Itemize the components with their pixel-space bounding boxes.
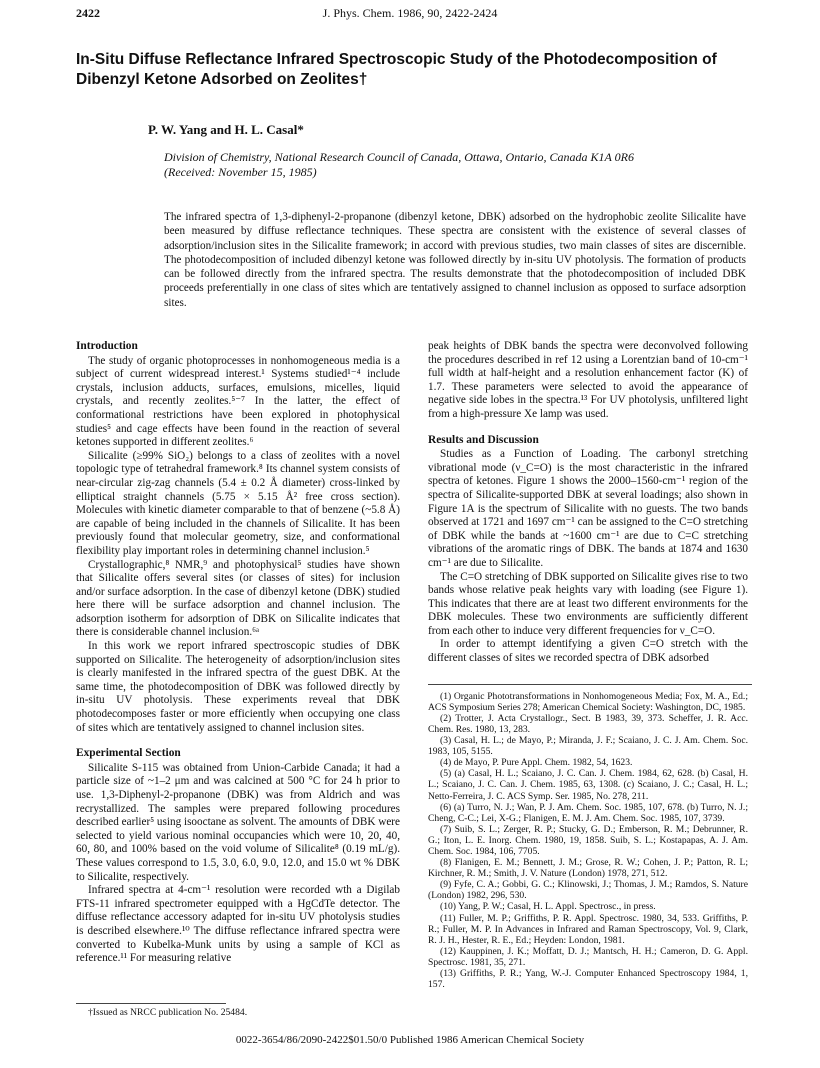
reference-item: (12) Kauppinen, J. K.; Moffatt, D. J.; Mantsch, H. H.; Cameron, D. G. Appl. Spectrosc. 1981, 35, 271. <box>428 945 748 968</box>
received-date: (Received: November 15, 1985) <box>164 165 317 179</box>
section-heading-results: Results and Discussion <box>428 433 539 446</box>
reference-item: (10) Yang, P. W.; Casal, H. L. Appl. Spectrosc., in press. <box>440 901 656 913</box>
reference-item: (1) Organic Phototransformations in Nonhomogeneous Media; Fox, M. A., Ed.; ACS Symposium Series 278; American Chemical Society: Washington, DC, 1985. <box>428 690 748 713</box>
section-heading-introduction: Introduction <box>76 340 138 352</box>
abstract: The infrared spectra of 1,3-diphenyl-2-propanone (dibenzyl ketone, DBK) adsorbed on the hydrophobic zeolite Silicalite have been measured by diffuse reflectance techniques. These spectra are consistent with the existence of several classes of adsorption/inclusion sites in the Silicalite framework; in accord with previous studies, two main classes of sites are discernible. The photodecomposition of included dibenzyl ketone was followed directly by in-situ UV photolysis. The formation of products can be followed directly from the infrared spectra. The results demonstrate that the photodecomposition of included DBK proceeds preferentially in one class of sites which are tentatively assigned to channel inclusion as opposed to surface adsorption sites. <box>164 211 746 309</box>
reference-item: (2) Trotter, J. Acta Crystallogr., Sect. B 1983, 39, 373. Scheffer, J. R. Acc. Chem. Res. 1980, 13, 283. <box>428 712 748 735</box>
journal-citation: J. Phys. Chem. 1986, 90, 2422-2424 <box>322 6 498 20</box>
paragraph: Crystallographic,⁸ NMR,⁹ and photophysical⁵ studies have shown that Silicalite offers several sites (or classes of sites) for inclusion and/or surface adsorption. In the case of dibenzyl ketone (DBK) studied here there will be surface adsorption and channel inclusion. The adsorption isotherm for adsorption of DBK on Silicalite indicates that there is considerable channel inclusion.⁶ᵃ <box>76 558 400 639</box>
reference-item: (9) Fyfe, C. A.; Gobbi, G. C.; Klinowski, J.; Thomas, J. M.; Ramdos, S. Nature (London) 1982, 296, 530. <box>428 879 748 902</box>
reference-item: (11) Fuller, M. P.; Griffiths, P. R. Appl. Spectrosc. 1980, 34, 533. Griffiths, P. R.; Fuller, M. P. In Advances in Infrared and Raman Spectroscopy, Vol. 9, Clark, R. J. H., Hester, R. E., Ed.; Heyden: London, 1981. <box>428 912 748 946</box>
paragraph: The C=O stretching of DBK supported on Silicalite gives rise to two bands whose relative peak heights vary with loading (see Figure 1). This indicates that there are at least two different environments for the DBK molecules. These two environments are sufficiently different from each other to induce very different frequencies for ν_C=O. <box>428 570 748 637</box>
paragraph: Studies as a Function of Loading. The carbonyl stretching vibrational mode (ν_C=O) is the most characteristic in the infrared spectra of ketones. Figure 1 shows the 2000–1560-cm⁻¹ region of the spectra of Silicalite-supported DBK at several loadings; also shown in Figure 1A is the spectrum of Silicalite with no guests. The two bands observed at 1721 and 1697 cm⁻¹ can be assigned to the C=O stretching of DBK while the bands at ~1600 cm⁻¹ are due to C=C stretching vibrations of the aromatic rings of DBK. The bands at 1874 and 1630 cm⁻¹ are due to Silicalite. <box>428 448 748 569</box>
affiliation-block <box>164 150 764 180</box>
page-number: 2422 <box>76 6 100 20</box>
section-heading-experimental: Experimental Section <box>76 747 181 760</box>
paragraph: In order to attempt identifying a given C=O stretch with the different classes of sites we recorded spectra of DBK adsorbed <box>428 638 748 665</box>
reference-item: (4) de Mayo, P. Pure Appl. Chem. 1982, 54, 1623. <box>440 757 633 769</box>
page-footer: 0022-3654/86/2090-2422$01.50/0 Published 1986 American Chemical Society <box>235 1034 585 1046</box>
footnote: †Issued as NRCC publication No. 25484. <box>88 1007 248 1018</box>
reference-item: (8) Flanigen, E. M.; Bennett, J. M.; Grose, R. W.; Cohen, J. P.; Patton, R. L; Kirchner, R. M.; Smith, J. V. Nature (London) 1978, 271, 512. <box>428 857 748 880</box>
paragraph: Infrared spectra at 4-cm⁻¹ resolution were recorded wth a Digilab FTS-11 infrared spectrometer equipped with a HgCdTe detector. The diffuse reflectance accessory adapted for in-situ UV photolysis studies is described elsewhere.¹⁰ The diffuse reflectance infrared spectra were converted to Kubelka-Munk units by using a sample of KCl as reference.¹¹ For measuring relative <box>76 884 400 965</box>
article-title: In-Situ Diffuse Reflectance Infrared Spectroscopic Study of the Photodecomposition of Dibenzyl Ketone Adsorbed on Zeolites† <box>76 51 717 88</box>
paragraph-continuation: peak heights of DBK bands the spectra were deconvolved following the procedures described in ref 12 using a Lorentzian band of 10-cm⁻¹ full width at half-height and a resolution enhancement factor (K) of 1.7. These parameters were selected to avoid the appearance of negative side lobes in the spectra.¹³ For UV photolysis, unfiltered light from a high-pressure Xe lamp was used. <box>428 340 748 420</box>
paragraph: The study of organic photoprocesses in nonhomogeneous media is a subject of current widespread interest.¹ Systems studied¹⁻⁴ include crystals, inclusion adducts, surfaces, emulsions, micelles, liquid crystals, and recently zeolites.⁵⁻⁷ In the latter, the effect of conformational restrictions have been explored in photophysical studies⁵ and cage effects have been found in the reaction of several ketones supported in different zeolites.⁶ <box>76 354 400 449</box>
running-head <box>76 6 744 24</box>
references-divider <box>428 684 752 685</box>
paragraph: In this work we report infrared spectroscopic studies of DBK supported on Silicalite. The heterogeneity of adsorption/inclusion sites is clearly manifested in the infrared spectra of the guest DBK. At the same time, the photodecomposition of DBK was followed directly by in-situ UV photolysis. These experiments reveal that DBK photodecomposes faster or more efficiently when occupying one class of sites which are tentatively assigned to channel inclusion sites. <box>76 640 400 734</box>
reference-list <box>428 691 748 991</box>
reference-item: (7) Suib, S. L.; Zerger, R. P.; Stucky, G. D.; Emberson, R. M.; Debrunner, R. G.; Iton, L. E. Inorg. Chem. 1980, 19, 1858. Suib, S. L.; Kostapapas, A. J. Am. Chem. Soc. 1984, 106, 7705. <box>428 823 748 857</box>
reference-item: (13) Griffiths, P. R.; Yang, W.-J. Computer Enhanced Spectroscopy 1984, 1, 157. <box>428 968 748 991</box>
reference-item: (6) (a) Turro, N. J.; Wan, P. J. Am. Chem. Soc. 1985, 107, 678. (b) Turro, N. J.; Cheng, C-C.; Lei, X-G.; Flanigen, E. M. J. Am. Chem. Soc. 1985, 107, 3739. <box>428 801 748 824</box>
reference-item: (3) Casal, H. L.; de Mayo, P.; Miranda, J. F.; Scaiano, J. C. J. Am. Chem. Soc. 1983, 105, 5155. <box>428 735 748 758</box>
left-column <box>76 340 400 966</box>
author-list: P. W. Yang and H. L. Casal* <box>148 122 304 137</box>
affiliation: Division of Chemistry, National Research Council of Canada, Ottawa, Ontario, Canada K1A 0R6 <box>164 150 635 164</box>
footnote-divider <box>76 1003 226 1004</box>
reference-item: (5) (a) Casal, H. L.; Scaiano, J. C. Can. J. Chem. 1984, 62, 628. (b) Casal, H. L.; Scaiano, J. C. Can. J. Chem. 1985, 63, 1308. (c) Scaiano, J. C.; Casal, H. L.; Netto-Ferreira, J. C. ACS Symp. Ser. 1985, No. 278, 211. <box>428 768 748 802</box>
paragraph: Silicalite S-115 was obtained from Union-Carbide Canada; it had a particle size of ~1–2 μm and was calcined at 500 °C for 24 h prior to use. 1,3-Diphenyl-2-propanone (DBK) was from Aldrich and was recrystallized. The samples were prepared following procedures described earlier⁵ using isooctane as solvent. The amounts of DBK were selected to yield various nominal occupancies which were 10, 20, 40, 60, 80, and 100% based on the void volume of Silicalite⁸ (0.19 mL/g). These values correspond to 1.5, 3.0, 6.0, 9.0, 12.0, and 15.0 wt % DBK to Silicalite, respectively. <box>76 761 401 883</box>
paragraph: Silicalite (≥99% SiO₂) belongs to a class of zeolites with a novel topologic type of tetrahedral framework.⁸ Its channel system consists of near-circular zig-zag channels (5.4 ± 0.2 Å diameter) cross-linked by elliptical straight channels (5.75 × 5.15 Å² free cross section). Molecules with kinetic diameter comparable to that of benzene (~5.8 Å) are capable of being included in the channels of Silicalite. It has been previously found that molecular geometry, size, and conformational flexibility play important roles in determining channel inclusion.⁵ <box>76 449 400 557</box>
right-column <box>428 340 748 990</box>
